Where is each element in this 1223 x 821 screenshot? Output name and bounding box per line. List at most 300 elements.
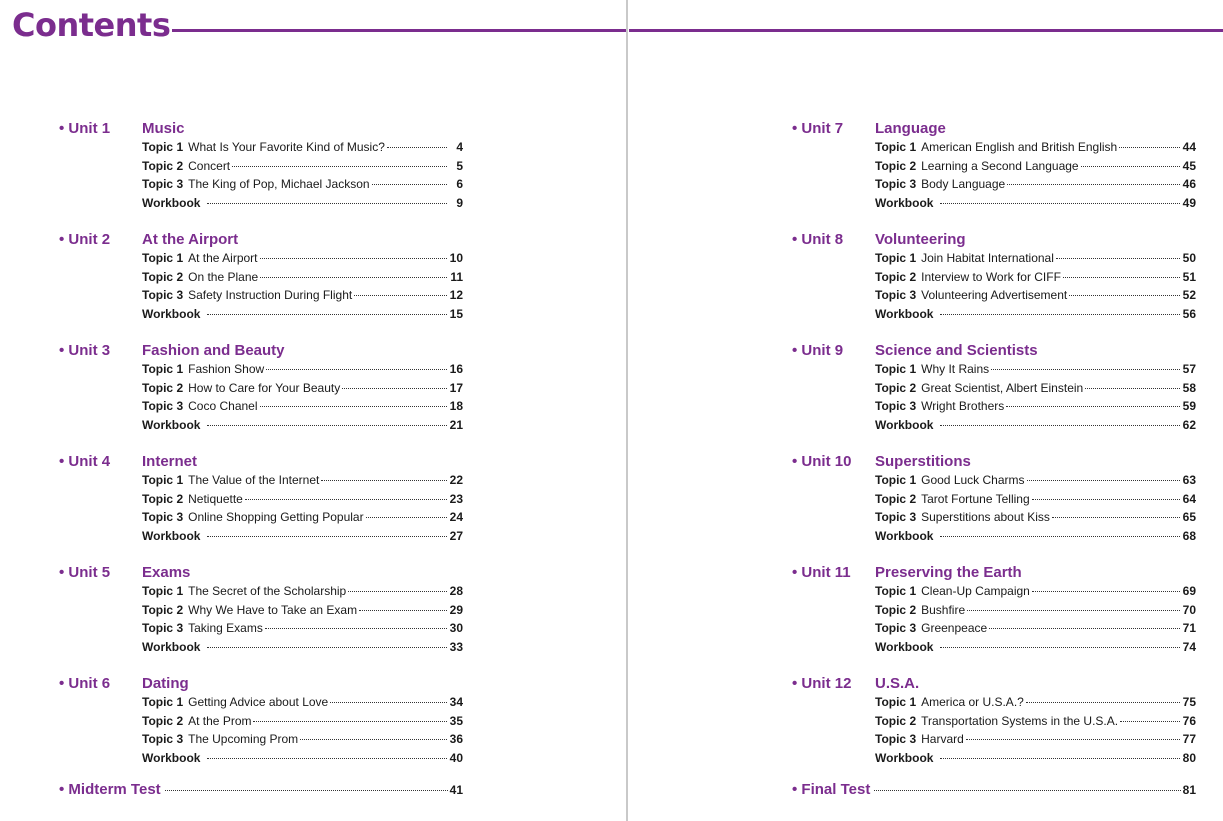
entry-label: Topic 1 [142, 695, 184, 709]
dot-leader [348, 591, 447, 592]
entry-list [142, 584, 463, 658]
entry-page-number: 4 [456, 140, 463, 154]
entry-page-number: 27 [449, 528, 463, 543]
entry-title: Online Shopping Getting Popular [188, 510, 364, 525]
entry-label: Topic 3 [142, 399, 184, 414]
unit-heading[interactable] [59, 231, 463, 251]
dot-leader [940, 647, 1180, 648]
entry-label: Topic 3 [142, 288, 184, 303]
dot-leader [1032, 499, 1180, 500]
title-rule-right [629, 29, 1223, 32]
entry-title: Taking Exams [188, 621, 263, 636]
unit-block [59, 342, 463, 453]
dot-leader [265, 628, 447, 629]
dot-leader [940, 203, 1180, 204]
entry-title: Good Luck Charms [921, 473, 1025, 487]
entry-title: Getting Advice about Love [188, 695, 329, 709]
toc-entry[interactable] [142, 381, 463, 400]
entry-title: Coco Chanel [188, 399, 258, 414]
entry-page-number: 59 [1182, 399, 1196, 414]
toc-entry[interactable] [142, 251, 463, 270]
unit-block [59, 231, 463, 342]
dot-leader [321, 480, 447, 481]
unit-title: Internet [142, 453, 198, 470]
unit-block [792, 231, 1196, 342]
toc-entry[interactable] [142, 751, 463, 770]
entry-label: Topic 1 [142, 362, 184, 376]
unit-heading[interactable] [59, 675, 463, 695]
dot-leader [940, 314, 1180, 315]
unit-heading[interactable] [792, 120, 1196, 140]
entry-page-number: 58 [1182, 380, 1196, 395]
entry-title: Concert [188, 158, 231, 173]
dot-leader [1032, 591, 1180, 592]
unit-number: • Unit 3 [59, 342, 111, 359]
final-test-page: 81 [1182, 783, 1196, 797]
toc-entry[interactable] [142, 399, 463, 418]
toc-entry[interactable] [875, 695, 1196, 714]
entry-title: Transportation Systems in the U.S.A. [921, 713, 1119, 728]
unit-title: Exams [142, 564, 191, 581]
entry-page-number: 5 [456, 158, 463, 173]
toc-entry[interactable] [875, 584, 1196, 603]
unit-heading[interactable] [792, 342, 1196, 362]
entry-page-number: 18 [449, 399, 463, 414]
unit-block [792, 120, 1196, 231]
unit-title: Volunteering [875, 231, 966, 248]
entry-title: The Value of the Internet [188, 473, 320, 487]
title-rule-left [172, 29, 626, 32]
entry-page-number: 23 [449, 491, 463, 506]
toc-entry[interactable] [142, 621, 463, 640]
toc-entry[interactable] [875, 177, 1196, 196]
contents-column-left [59, 120, 463, 786]
unit-block [792, 342, 1196, 453]
entry-label: Topic 1 [875, 251, 917, 265]
dot-leader [1006, 406, 1180, 407]
dot-leader [354, 295, 447, 296]
entry-label: Topic 1 [142, 473, 184, 487]
entry-title: The Upcoming Prom [188, 732, 299, 747]
entry-label: Topic 3 [875, 177, 917, 192]
unit-title: Science and Scientists [875, 342, 1038, 359]
entry-label: Topic 1 [875, 695, 917, 709]
entry-title: Bushfire [921, 602, 966, 617]
entry-list [142, 140, 463, 214]
dot-leader [387, 147, 447, 148]
entry-label: Topic 2 [142, 491, 184, 506]
entry-page-number: 52 [1182, 288, 1196, 303]
dot-leader [207, 758, 447, 759]
entry-label: Topic 3 [875, 510, 917, 525]
entry-label: Workbook [875, 528, 934, 543]
toc-entry[interactable] [875, 714, 1196, 733]
entry-page-number: 62 [1182, 417, 1196, 432]
entry-page-number: 77 [1182, 732, 1196, 747]
dot-leader [366, 517, 447, 518]
dot-leader [1007, 184, 1180, 185]
toc-entry[interactable] [142, 695, 463, 714]
entry-title: American English and British English [921, 140, 1118, 154]
entry-label: Topic 3 [875, 621, 917, 636]
toc-entry[interactable] [875, 362, 1196, 381]
entry-label: Topic 2 [142, 158, 184, 173]
entry-page-number: 9 [456, 195, 463, 210]
entry-page-number: 57 [1182, 362, 1196, 376]
unit-heading[interactable] [792, 453, 1196, 473]
dot-leader [874, 790, 1180, 791]
unit-title: Fashion and Beauty [142, 342, 285, 359]
unit-block [792, 564, 1196, 675]
toc-entry[interactable] [875, 640, 1196, 659]
entry-title: Interview to Work for CIFF [921, 269, 1061, 284]
toc-entry[interactable] [142, 307, 463, 326]
unit-number: • Unit 1 [59, 120, 111, 137]
entry-label: Topic 3 [142, 510, 184, 525]
entry-title: The King of Pop, Michael Jackson [188, 177, 370, 192]
toc-entry[interactable] [142, 473, 463, 492]
entry-page-number: 80 [1182, 750, 1196, 765]
entry-list [875, 584, 1196, 658]
dot-leader [940, 758, 1180, 759]
entry-page-number: 24 [449, 510, 463, 525]
dot-leader [1063, 277, 1180, 278]
entry-page-number: 11 [450, 269, 463, 284]
dot-leader [1081, 166, 1180, 167]
entry-page-number: 12 [449, 288, 463, 303]
entry-page-number: 33 [449, 639, 463, 654]
dot-leader [330, 702, 447, 703]
toc-entry[interactable] [142, 584, 463, 603]
entry-page-number: 46 [1182, 177, 1196, 192]
entry-title: Netiquette [188, 491, 243, 506]
entry-page-number: 17 [449, 380, 463, 395]
dot-leader [207, 314, 447, 315]
entry-page-number: 36 [449, 732, 463, 747]
toc-entry[interactable] [142, 603, 463, 622]
dot-leader [1085, 388, 1180, 389]
entry-page-number: 51 [1182, 269, 1196, 284]
entry-label: Topic 3 [142, 177, 184, 192]
dot-leader [260, 258, 448, 259]
dot-leader [967, 610, 1180, 611]
toc-entry[interactable] [875, 307, 1196, 326]
entry-page-number: 6 [456, 177, 463, 192]
dot-leader [359, 610, 447, 611]
unit-block [792, 675, 1196, 786]
dot-leader [165, 790, 448, 791]
entry-title: What Is Your Favorite Kind of Music? [188, 140, 385, 154]
contents-column-right [792, 120, 1196, 786]
toc-entry[interactable] [875, 510, 1196, 529]
dot-leader [300, 739, 447, 740]
unit-number: • Unit 8 [792, 231, 844, 248]
entry-label: Topic 3 [142, 621, 184, 636]
entry-label: Workbook [875, 306, 934, 321]
toc-entry[interactable] [875, 159, 1196, 178]
entry-title: Greenpeace [921, 621, 988, 636]
unit-block [59, 564, 463, 675]
unit-number: • Unit 7 [792, 120, 844, 137]
dot-leader [1119, 147, 1180, 148]
dot-leader [372, 184, 447, 185]
unit-number: • Unit 12 [792, 675, 852, 692]
entry-label: Topic 2 [142, 380, 184, 395]
entry-label: Workbook [875, 639, 934, 654]
unit-heading[interactable] [792, 675, 1196, 695]
unit-heading[interactable] [59, 120, 463, 140]
entry-title: On the Plane [188, 269, 259, 284]
toc-entry[interactable] [875, 732, 1196, 751]
toc-entry[interactable] [142, 288, 463, 307]
final-test-entry[interactable] [792, 781, 1196, 801]
entry-page-number: 21 [449, 417, 463, 432]
entry-title: Safety Instruction During Flight [188, 288, 353, 303]
entry-label: Topic 3 [142, 732, 184, 747]
entry-title: Fashion Show [188, 362, 265, 376]
entry-title: Harvard [921, 732, 964, 747]
toc-entry[interactable] [142, 732, 463, 751]
toc-entry[interactable] [142, 362, 463, 381]
unit-title: Language [875, 120, 946, 137]
entry-label: Topic 2 [875, 158, 917, 173]
entry-page-number: 45 [1182, 158, 1196, 173]
entry-title: Join Habitat International [921, 251, 1054, 265]
unit-block [59, 120, 463, 231]
entry-page-number: 35 [449, 713, 463, 728]
unit-block [792, 453, 1196, 564]
toc-entry[interactable] [142, 714, 463, 733]
entry-title: At the Prom [188, 713, 252, 728]
unit-heading[interactable] [792, 231, 1196, 251]
page-spine [626, 0, 628, 821]
toc-entry[interactable] [142, 529, 463, 548]
entry-title: The Secret of the Scholarship [188, 584, 347, 598]
toc-entry[interactable] [875, 473, 1196, 492]
unit-heading[interactable] [59, 453, 463, 473]
unit-number: • Unit 2 [59, 231, 111, 248]
dot-leader [966, 739, 1180, 740]
toc-entry[interactable] [142, 177, 463, 196]
entry-page-number: 28 [449, 584, 463, 598]
entry-page-number: 69 [1182, 584, 1196, 598]
unit-number: • Unit 5 [59, 564, 111, 581]
entry-title: How to Care for Your Beauty [188, 380, 341, 395]
entry-title: Tarot Fortune Telling [921, 491, 1030, 506]
dot-leader [940, 536, 1180, 537]
entry-label: Workbook [142, 639, 201, 654]
entry-title: Volunteering Advertisement [921, 288, 1068, 303]
entry-title: At the Airport [188, 251, 258, 265]
entry-label: Workbook [875, 750, 934, 765]
unit-title: Preserving the Earth [875, 564, 1022, 581]
entry-page-number: 75 [1182, 695, 1196, 709]
entry-title: Wright Brothers [921, 399, 1005, 414]
entry-title: Why We Have to Take an Exam [188, 602, 358, 617]
toc-entry[interactable] [875, 251, 1196, 270]
entry-label: Topic 1 [142, 251, 184, 265]
dot-leader [1056, 258, 1180, 259]
entry-label: Topic 1 [875, 584, 917, 598]
midterm-test-entry[interactable] [59, 781, 463, 801]
entry-list [875, 473, 1196, 547]
entry-page-number: 74 [1182, 639, 1196, 654]
entry-page-number: 63 [1182, 473, 1196, 487]
page-title: Contents [12, 6, 171, 44]
entry-title: America or U.S.A.? [921, 695, 1024, 709]
dot-leader [1069, 295, 1180, 296]
entry-page-number: 70 [1182, 602, 1196, 617]
entry-page-number: 50 [1182, 251, 1196, 265]
entry-label: Workbook [142, 750, 201, 765]
entry-list [875, 362, 1196, 436]
entry-page-number: 68 [1182, 528, 1196, 543]
entry-label: Workbook [875, 417, 934, 432]
midterm-test-label: • Midterm Test [59, 781, 161, 798]
entry-list [142, 695, 463, 769]
unit-number: • Unit 11 [792, 564, 851, 581]
dot-leader [245, 499, 447, 500]
entry-label: Topic 2 [875, 380, 917, 395]
entry-list [875, 140, 1196, 214]
entry-title: Learning a Second Language [921, 158, 1079, 173]
entry-label: Topic 2 [875, 269, 917, 284]
toc-entry[interactable] [875, 288, 1196, 307]
entry-page-number: 71 [1182, 621, 1196, 636]
final-test-label: • Final Test [792, 781, 871, 798]
entry-label: Topic 1 [875, 362, 917, 376]
toc-entry[interactable] [875, 418, 1196, 437]
entry-list [142, 362, 463, 436]
entry-title: Clean-Up Campaign [921, 584, 1030, 598]
unit-title: At the Airport [142, 231, 239, 248]
entry-page-number: 49 [1182, 195, 1196, 210]
toc-entry[interactable] [142, 492, 463, 511]
toc-entry[interactable] [142, 159, 463, 178]
entry-label: Workbook [142, 306, 201, 321]
entry-label: Topic 1 [142, 584, 184, 598]
entry-label: Workbook [142, 417, 201, 432]
unit-heading[interactable] [792, 564, 1196, 584]
entry-label: Topic 1 [875, 473, 917, 487]
toc-entry[interactable] [142, 510, 463, 529]
toc-entry[interactable] [142, 640, 463, 659]
entry-page-number: 15 [449, 306, 463, 321]
entry-label: Topic 1 [142, 140, 184, 154]
toc-entry[interactable] [142, 196, 463, 215]
entry-list [875, 695, 1196, 769]
entry-title: Superstitions about Kiss [921, 510, 1050, 525]
entry-page-number: 64 [1182, 491, 1196, 506]
toc-entry[interactable] [875, 751, 1196, 770]
dot-leader [260, 406, 448, 407]
entry-page-number: 56 [1182, 306, 1196, 321]
entry-label: Topic 3 [875, 399, 917, 414]
toc-entry[interactable] [142, 270, 463, 289]
midterm-test-page: 41 [449, 783, 463, 797]
entry-page-number: 22 [449, 473, 463, 487]
entry-page-number: 76 [1182, 713, 1196, 728]
dot-leader [1052, 517, 1180, 518]
dot-leader [232, 166, 447, 167]
dot-leader [207, 647, 447, 648]
unit-heading[interactable] [59, 564, 463, 584]
toc-entry[interactable] [142, 140, 463, 159]
unit-number: • Unit 6 [59, 675, 111, 692]
entry-label: Topic 3 [875, 288, 917, 303]
toc-entry[interactable] [875, 270, 1196, 289]
unit-heading[interactable] [59, 342, 463, 362]
unit-number: • Unit 4 [59, 453, 111, 470]
dot-leader [207, 425, 447, 426]
entry-title: Great Scientist, Albert Einstein [921, 380, 1084, 395]
entry-title: Why It Rains [921, 362, 990, 376]
dot-leader [260, 277, 447, 278]
entry-page-number: 44 [1182, 140, 1196, 154]
entry-page-number: 65 [1182, 510, 1196, 525]
unit-title: Dating [142, 675, 189, 692]
entry-list [142, 473, 463, 547]
unit-number: • Unit 10 [792, 453, 852, 470]
toc-entry[interactable] [875, 529, 1196, 548]
toc-entry[interactable] [875, 196, 1196, 215]
toc-entry[interactable] [142, 418, 463, 437]
entry-page-number: 10 [449, 251, 463, 265]
dot-leader [940, 425, 1180, 426]
entry-label: Topic 2 [142, 269, 184, 284]
entry-page-number: 30 [449, 621, 463, 636]
dot-leader [991, 369, 1180, 370]
entry-label: Topic 1 [875, 140, 917, 154]
entry-title: Body Language [921, 177, 1006, 192]
entry-label: Workbook [875, 195, 934, 210]
entry-label: Topic 3 [875, 732, 917, 747]
toc-entry[interactable] [875, 140, 1196, 159]
toc-entry[interactable] [875, 603, 1196, 622]
entry-label: Topic 2 [875, 602, 917, 617]
unit-block [59, 675, 463, 786]
dot-leader [253, 721, 447, 722]
toc-entry[interactable] [875, 621, 1196, 640]
entry-label: Workbook [142, 528, 201, 543]
entry-page-number: 29 [449, 602, 463, 617]
unit-title: Music [142, 120, 185, 137]
dot-leader [207, 536, 447, 537]
entry-list [142, 251, 463, 325]
entry-label: Topic 2 [142, 602, 184, 617]
dot-leader [1027, 480, 1180, 481]
unit-title: Superstitions [875, 453, 971, 470]
unit-title: U.S.A. [875, 675, 920, 692]
dot-leader [989, 628, 1180, 629]
dot-leader [1026, 702, 1180, 703]
unit-block [59, 453, 463, 564]
entry-label: Topic 2 [875, 713, 917, 728]
entry-page-number: 34 [449, 695, 463, 709]
toc-entry[interactable] [875, 399, 1196, 418]
entry-list [875, 251, 1196, 325]
toc-entry[interactable] [875, 492, 1196, 511]
dot-leader [266, 369, 447, 370]
entry-label: Topic 2 [142, 713, 184, 728]
unit-number: • Unit 9 [792, 342, 844, 359]
entry-page-number: 16 [449, 362, 463, 376]
dot-leader [1120, 721, 1180, 722]
dot-leader [207, 203, 447, 204]
toc-entry[interactable] [875, 381, 1196, 400]
entry-page-number: 40 [449, 750, 463, 765]
entry-label: Topic 2 [875, 491, 917, 506]
